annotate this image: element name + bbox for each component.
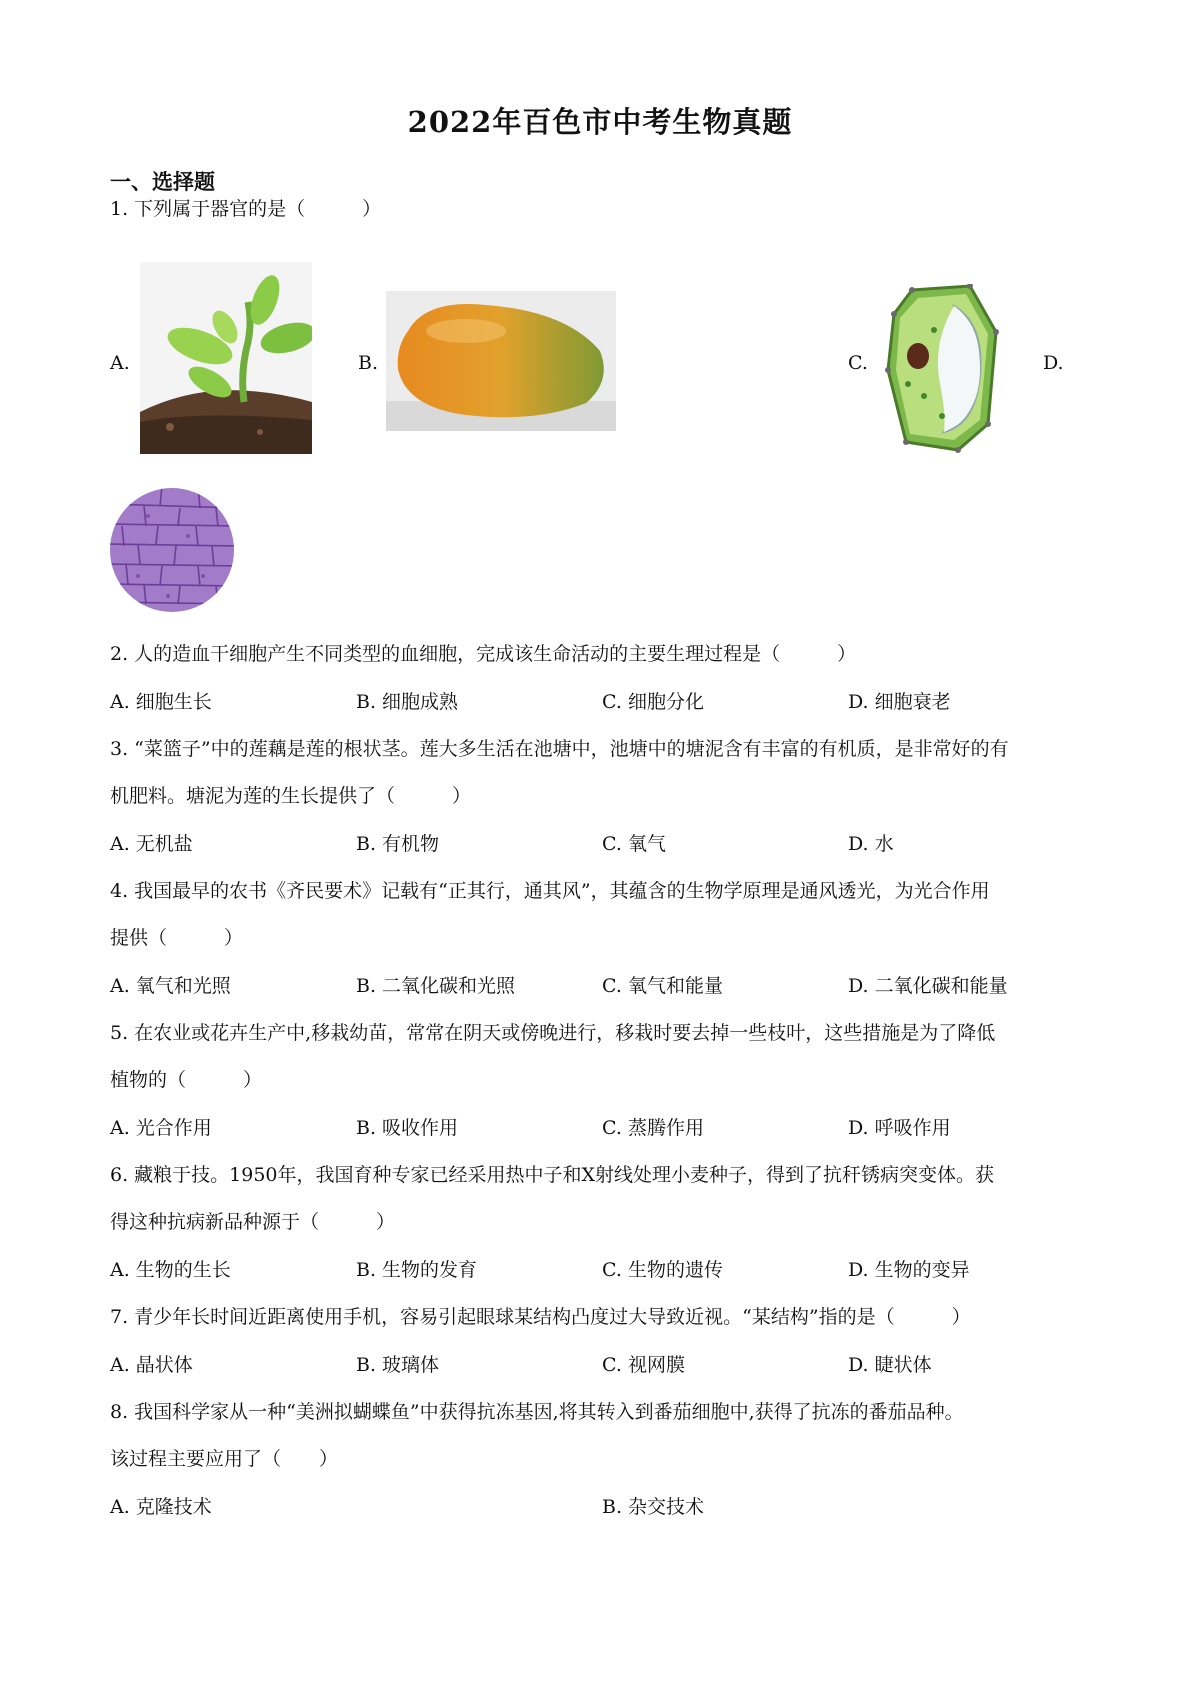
- question-5-stem-line-2: 植物的（ ）: [110, 1069, 263, 1091]
- question-4-stem-line-1: 4. 我国最早的农书《齐民要术》记载有“正其行，通其风”，其蕴含的生物学原理是通风透光，为光合作用: [110, 880, 990, 902]
- question-5-option-a: A. 光合作用: [110, 1117, 212, 1139]
- mango-image: [386, 291, 616, 431]
- question-2-option-c: C. 细胞分化: [602, 691, 704, 713]
- page-title: 2022年百色市中考生物真题: [407, 105, 793, 139]
- onion-epidermis-image: [108, 486, 236, 614]
- question-8-option-a: A. 克隆技术: [110, 1496, 212, 1518]
- question-7-option-d: D. 睫状体: [848, 1354, 932, 1376]
- question-6-stem-line-2: 得这种抗病新品种源于（ ）: [110, 1211, 396, 1233]
- question-7-option-a: A. 晶状体: [110, 1354, 193, 1376]
- option-d-label: D.: [1043, 352, 1064, 374]
- question-7-stem: 7. 青少年长时间近距离使用手机，容易引起眼球某结构凸度过大导致近视。“某结构”指的是（ ）: [110, 1306, 971, 1328]
- question-4-stem-line-2: 提供（ ）: [110, 927, 244, 949]
- question-2-stem: 2. 人的造血干细胞产生不同类型的血细胞，完成该生命活动的主要生理过程是（ ）: [110, 643, 857, 665]
- question-4-option-a: A. 氧气和光照: [110, 975, 231, 997]
- question-5-option-c: C. 蒸腾作用: [602, 1117, 704, 1139]
- section-heading: 一、选择题: [110, 169, 215, 194]
- question-5-option-d: D. 呼吸作用: [848, 1117, 951, 1139]
- seedling-image: [140, 262, 312, 454]
- question-2-option-a: A. 细胞生长: [110, 691, 212, 713]
- option-b-label: B.: [358, 352, 379, 374]
- question-3-option-c: C. 氧气: [602, 833, 666, 855]
- option-c-label: C.: [848, 352, 868, 374]
- question-5-stem-line-1: 5. 在农业或花卉生产中,移栽幼苗，常常在阴天或傍晚进行，移栽时要去掉一些枝叶，这些措施是为了降低: [110, 1022, 996, 1044]
- question-3-option-d: D. 水: [848, 833, 894, 855]
- question-3-stem-line-1: 3. “菜篮子”中的莲藕是莲的根状茎。莲大多生活在池塘中，池塘中的塘泥含有丰富的有机质，是非常好的有: [110, 738, 1009, 760]
- question-8-stem-line-1: 8. 我国科学家从一种“美洲拟蝴蝶鱼”中获得抗冻基因,将其转入到番茄细胞中,获得了抗冻的番茄品种。: [110, 1401, 964, 1423]
- question-3-option-b: B. 有机物: [356, 833, 440, 855]
- question-8-option-b: B. 杂交技术: [602, 1496, 705, 1518]
- question-4-option-c: C. 氧气和能量: [602, 975, 723, 997]
- option-a-label: A.: [110, 352, 130, 374]
- plant-cell-image: [884, 284, 1004, 454]
- question-4-option-d: D. 二氧化碳和能量: [848, 975, 1008, 997]
- question-1-stem: 1. 下列属于器官的是（ ）: [110, 198, 382, 220]
- question-8-stem-line-2: 该过程主要应用了（ ）: [110, 1448, 339, 1470]
- question-7-option-c: C. 视网膜: [602, 1354, 685, 1376]
- question-6-option-d: D. 生物的变异: [848, 1259, 970, 1281]
- question-3-stem-line-2: 机肥料。塘泥为莲的生长提供了（ ）: [110, 785, 472, 807]
- question-6-option-a: A. 生物的生长: [110, 1259, 231, 1281]
- question-7-option-b: B. 玻璃体: [356, 1354, 440, 1376]
- question-6-stem-line-1: 6. 藏粮于技。1950年，我国育种专家已经采用热中子和X射线处理小麦种子，得到了抗秆锈病突变体。获: [110, 1164, 995, 1186]
- question-2-option-b: B. 细胞成熟: [356, 691, 459, 713]
- question-6-option-b: B. 生物的发育: [356, 1259, 478, 1281]
- question-6-option-c: C. 生物的遗传: [602, 1259, 723, 1281]
- question-3-option-a: A. 无机盐: [110, 833, 193, 855]
- question-5-option-b: B. 吸收作用: [356, 1117, 459, 1139]
- question-2-option-d: D. 细胞衰老: [848, 691, 951, 713]
- question-4-option-b: B. 二氧化碳和光照: [356, 975, 516, 997]
